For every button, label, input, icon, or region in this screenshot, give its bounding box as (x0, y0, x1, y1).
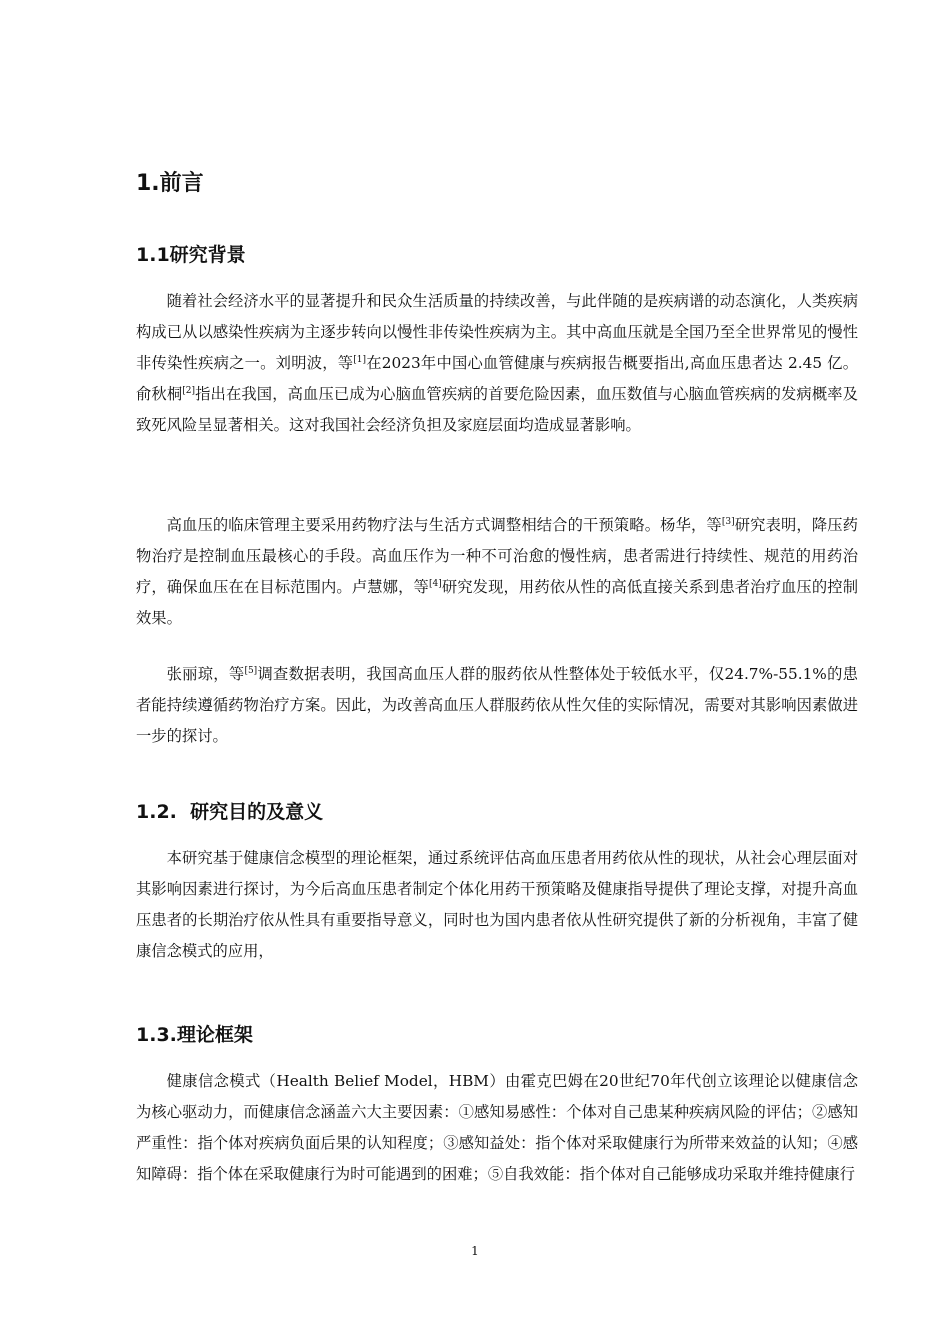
citation-ref: [2] (182, 386, 196, 396)
paragraph-background-3 (136, 659, 858, 752)
paragraph-background-1 (136, 286, 858, 441)
paragraph-text: 研究表明，降压药物治疗是控制血压最核心的手段。高血压作为一种不可治愈的慢性病，患者需进行持续性、规范的用药治疗，确保血压在在目标范围内。卢慧娜，等 (136, 516, 858, 596)
citation-ref: [5] (244, 666, 258, 676)
paragraph-text: 调查数据表明，我国高血压人群的服药依从性整体处于较低水平，仅24.7%-55.1%的患者能持续遵循药物治疗方案。因此，为改善高血压人群服药依从性欠佳的实际情况，需要对其影响因素做进一步的探讨。 (136, 665, 858, 745)
paragraph-text: 指出在我国，高血压已成为心脑血管疾病的首要危险因素，血压数值与心脑血管疾病的发病概率及致死风险呈显著相关。这对我国社会经济负担及家庭层面均造成显著影响。 (136, 385, 858, 434)
paragraph-text: 随着社会经济水平的显著提升和民众生活质量的持续改善，与此伴随的是疾病谱的动态演化，人类疾病构成已从以感染性疾病为主逐步转向以慢性非传染性疾病为主。其中高血压就是全国乃至全世界常见的慢性非传染性疾病之一。刘明波，等 (136, 292, 858, 372)
citation-ref: [4] (428, 579, 442, 589)
paragraph-text: 研究发现，用药依从性的高低直接关系到患者治疗血压的控制效果。 (136, 578, 858, 627)
paragraph-framework: 健康信念模式（Health Belief Model，HBM）由霍克巴姆在20世纪70年代创立该理论以健康信念为核心驱动力，而健康信念涵盖六大主要因素：①感知易感性：个体对自己患某种疾病风险的评估；②感知严重性：指个体对疾病负面后果的认知程度；③感知益处：指个体对采取健康行为所带来效益的认知；④感知障碍：指个体在采取健康行为时可能遇到的困难；⑤自我效能：指个体对自己能够成功采取并维持健康行 (136, 1072, 858, 1183)
paragraph-text: 张丽琼，等 (166, 665, 245, 683)
citation-ref: [3] (721, 517, 735, 527)
section-heading-1-3: 1.3.理论框架 (136, 1024, 253, 1046)
page-number: 1 (471, 1244, 479, 1258)
paragraph-text: 在2023年中国心血管健康与疾病报告概要指出,高血压患者达 2.45 亿。俞秋桐 (136, 354, 858, 403)
section-heading-1-1: 1.1研究背景 (136, 244, 246, 266)
paragraph-text: 高血压的临床管理主要采用药物疗法与生活方式调整相结合的干预策略。杨华，等 (166, 516, 722, 534)
citation-ref: [1] (353, 355, 367, 365)
paragraph-purpose: 本研究基于健康信念模型的理论框架，通过系统评估高血压患者用药依从性的现状，从社会心理层面对其影响因素进行探讨，为今后高血压患者制定个体化用药干预策略及健康指导提供了理论支撑，对提升高血压患者的长期治疗依从性具有重要指导意义，同时也为国内患者依从性研究提供了新的分析视角，丰富了健康信念模式的应用， (136, 849, 858, 960)
section-heading-1: 1.前言 (136, 171, 204, 196)
section-heading-1-2: 1.2. 研究目的及意义 (136, 801, 324, 823)
paragraph-background-2 (136, 510, 858, 634)
